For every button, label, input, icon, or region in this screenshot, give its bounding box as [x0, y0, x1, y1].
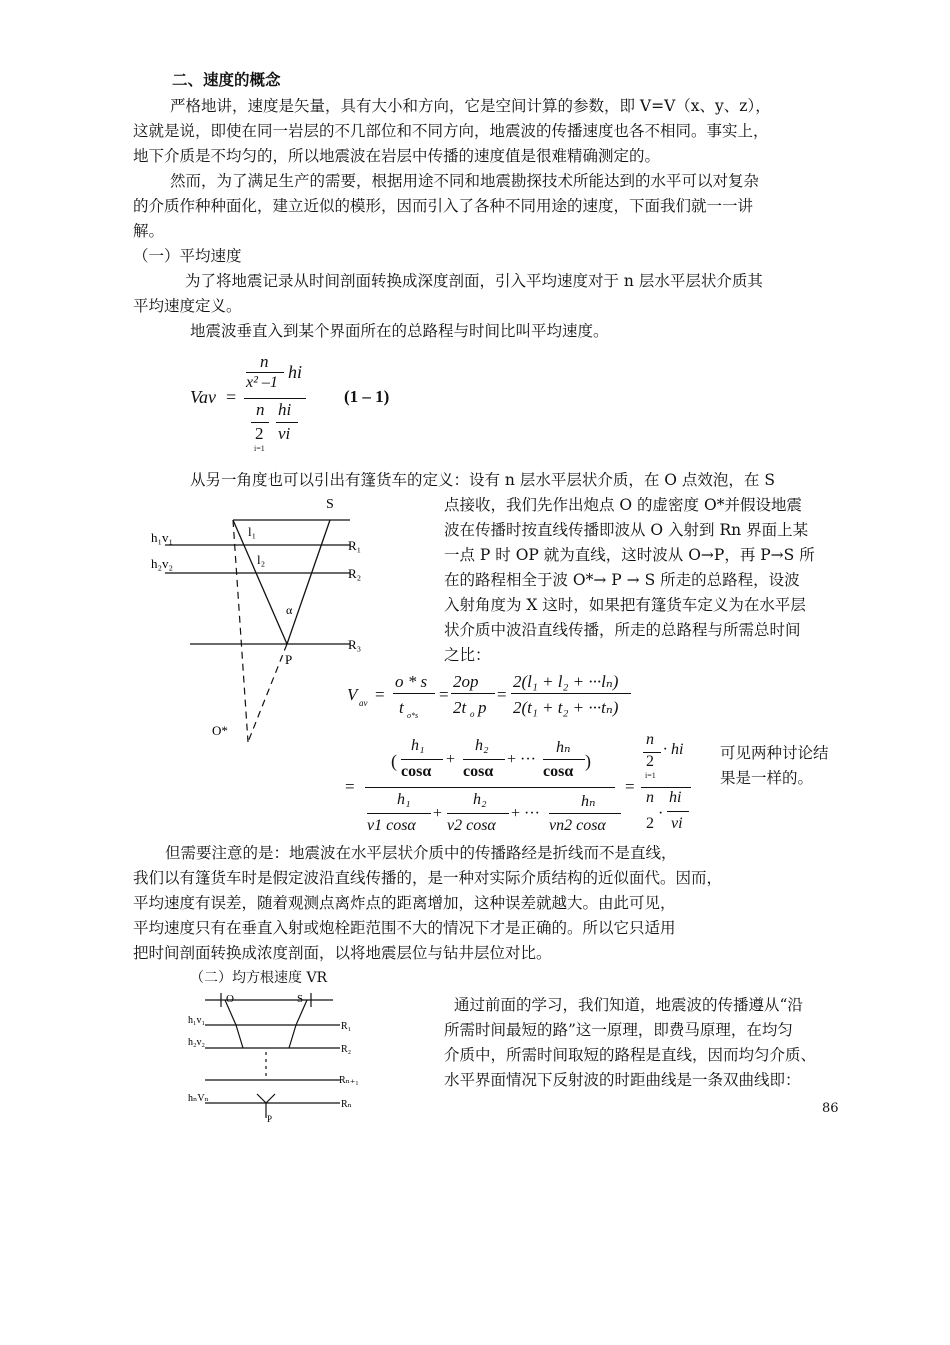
paragraph-line: 地下介质是不均匀的，所以地震波在岩层中传播的速度值是很难精确测定的。 — [133, 147, 661, 165]
formula-text: vn2 cosα — [549, 817, 606, 834]
label-hnvn: hₙVₙ — [188, 1093, 209, 1104]
formula-text: 2(l₁ + l₂ + ···lₙ) — [513, 672, 619, 691]
formula-text: i=1 — [645, 771, 656, 780]
formula-text: vi — [671, 815, 683, 832]
formula-text: n — [260, 352, 269, 371]
label-s: S — [326, 497, 334, 512]
subsection-heading: （二）均方根速度 VR — [190, 970, 328, 986]
label-l1: l₁ — [248, 524, 257, 539]
formula-text: 2(t₁ + t₂ + ···tₙ) — [513, 698, 619, 717]
ray-rn-right — [266, 1094, 275, 1103]
formula-text: = — [625, 777, 635, 796]
ray-up-2 — [289, 1025, 296, 1048]
formula-text: av — [359, 698, 368, 708]
formula-text: = — [345, 777, 355, 796]
formula-text: hi — [278, 400, 292, 419]
formula-text: v2 cosα — [447, 817, 496, 834]
formula-text: 2t — [453, 698, 467, 717]
paragraph-line: 这就是说，即使在同一岩层的不几部位和不同方向，地震波的传播速度也各不相同。事实上， — [133, 122, 769, 140]
formula-text: h₁ — [397, 791, 411, 808]
formula-text: n — [646, 731, 654, 748]
paragraph-line: 点接收，我们先作出炮点 O 的虚密度 O*并假设地震 — [444, 496, 802, 514]
formula-text: = — [375, 685, 385, 704]
label-h1v1: h₁v₁ — [151, 530, 174, 545]
formula-text: v1 cosα — [367, 817, 416, 834]
label-p: P — [267, 1114, 273, 1124]
formula-text: p — [478, 698, 487, 717]
formula-text: o * s — [395, 672, 428, 691]
formula-text: V — [347, 685, 358, 704]
virtual-ray-op — [248, 644, 287, 742]
ray-diagram-rms-velocity — [185, 990, 375, 1125]
paragraph-line: 之比： — [444, 646, 491, 664]
formula-text: + — [433, 805, 443, 822]
formula-text: cosα — [401, 763, 432, 780]
paragraph-line: 所需时间最短的路”这一原理，即费马原理，在均匀 — [444, 1021, 793, 1039]
formula-text: o — [470, 709, 475, 719]
formula-text: t — [399, 698, 404, 717]
paragraph-line: 把时间剖面转换成浓度剖面，以将地震层位与钻井层位对比。 — [133, 944, 552, 962]
formula-lhs: Vav — [190, 387, 216, 407]
formula-text: + — [446, 751, 456, 768]
paragraph-line: 然而，为了满足生产的需要，根据用途不同和地震勘探技术所能达到的水平可以对复杂 — [170, 172, 760, 190]
paragraph-line: 地震波垂直入到某个界面所在的总路程与时间比叫平均速度。 — [190, 322, 609, 340]
formula-text: h₂ — [475, 737, 489, 754]
formula-text: hₙ — [581, 793, 596, 810]
paragraph-line: 解。 — [133, 222, 165, 240]
formula-angle-expansion: = ( h₁ cosα + h₂ cosα + ··· hₙ cosα ) h₁ v1 cosα + h₂ v2 cosα + ··· hₙ vn2 cosα = n 2 i=1 · hi n 2 · hi vi — [345, 733, 700, 843]
label-p: P — [285, 652, 293, 667]
formula-text: h₁ — [411, 737, 425, 754]
label-h2v2: h₂v₂ — [188, 1037, 205, 1048]
formula-text: hₙ — [556, 739, 571, 756]
formula-text: ) — [585, 751, 591, 771]
page-number: 86 — [822, 1101, 839, 1116]
ray-ps — [287, 520, 330, 644]
paragraph-line: 一点 P 时 OP 就为直线，这时波从 O→P，再 P→S 所 — [444, 546, 815, 564]
paragraph-line: 介质中，所需时间取短的路程是直线，因而均匀介质、 — [444, 1046, 817, 1064]
formula-text: o*s — [407, 711, 419, 720]
formula-text: h₂ — [473, 791, 487, 808]
formula-text: 2 — [646, 815, 654, 832]
side-note-line: 果是一样的。 — [720, 769, 814, 787]
label-o: O — [226, 993, 234, 1005]
paragraph-line: 入射角度为 X 这时，如果把有篷货车定义为在水平层 — [444, 596, 806, 614]
paragraph-line: 但需要注意的是：地震波在水平层状介质中的传播路经是折线而不是直线， — [165, 844, 677, 862]
label-r3: R₃ — [348, 637, 362, 652]
formula-text: n — [646, 789, 654, 806]
virtual-ray-vertical — [233, 520, 248, 742]
formula-text: cosα — [543, 763, 574, 780]
paragraph-line: 为了将地震记录从时间剖面转换成深度剖面，引入平均速度对于 n 层水平层状介质其 — [185, 272, 763, 290]
paragraph-line: 水平界面情况下反射波的时距曲线是一条双曲线即： — [444, 1071, 801, 1089]
formula-text: · hi — [663, 741, 684, 758]
side-note-line: 可见两种讨论结 — [720, 744, 829, 762]
formula-text: 2 — [646, 753, 654, 770]
label-o-star: O* — [212, 723, 228, 738]
label-alpha: α — [286, 603, 293, 617]
paragraph-line: 状介质中波沿直线传播，所走的总路程与所需总时间 — [444, 621, 801, 639]
label-h1v1: h₁v₁ — [188, 1015, 205, 1026]
section-heading: 二、速度的概念 — [172, 70, 281, 89]
paragraph-line: 的介质作种种面化，建立近似的模形，因而引入了各种不同用途的速度，下面我们就一一讲 — [133, 197, 754, 215]
subsection-heading: （一）平均速度 — [133, 247, 242, 265]
formula-straight-ray — [345, 670, 645, 726]
paragraph-line: 平均速度只有在垂直入射或炮栓距范围不大的情况下才是正确的。所以它只适用 — [133, 919, 676, 937]
paragraph-line: 通过前面的学习，我们知道，地震波的传播遵从“沿 — [454, 996, 803, 1014]
formula-text: + ··· — [507, 751, 537, 768]
formula-text: cosα — [463, 763, 494, 780]
formula-text: hi — [669, 789, 682, 806]
formula-average-velocity: Vav = n x² –1 hi n hi 2 vi i=1 (1 – 1) — [190, 352, 390, 453]
formula-text: = — [439, 685, 449, 704]
formula-text: i=1 — [254, 444, 265, 453]
formula-text: ( — [391, 751, 397, 771]
ray-op — [233, 520, 287, 644]
formula-text: hi — [288, 362, 303, 382]
equation-number: (1 – 1) — [344, 387, 390, 406]
ray-down-2 — [236, 1025, 243, 1048]
paragraph-line: 严格地讲，速度是矢量，具有大小和方向，它是空间计算的参数，即 V=V（x、y、z）， — [170, 97, 771, 115]
formula-text: n — [256, 400, 265, 419]
label-r2: R₂ — [348, 566, 362, 581]
paragraph-line: 从另一角度也可以引出有篷货车的定义：设有 n 层水平层状介质，在 O 点效泡，在 S — [190, 471, 775, 489]
formula-text: + ··· — [511, 805, 541, 822]
label-r1: R₁ — [348, 538, 362, 553]
paragraph-line: 平均速度有误差，随着观测点离炸点的距离增加，这种误差就越大。由此可见， — [133, 894, 676, 912]
label-l2: l₂ — [257, 552, 266, 567]
ray-rn-left — [257, 1094, 266, 1103]
formula-text: vi — [278, 424, 291, 443]
formula-text: x² –1 — [246, 374, 278, 391]
label-r2: R₂ — [341, 1044, 352, 1055]
formula-text: 2op — [453, 672, 479, 691]
label-r1: R₁ — [341, 1021, 352, 1032]
label-h2v2: h₂v₂ — [151, 556, 174, 571]
paragraph-line: 波在传播时按直线传播即波从 O 入射到 Rn 界面上某 — [444, 521, 809, 539]
formula-text: = — [497, 685, 507, 704]
paragraph-line: 我们以有篷货车时是假定波沿直线传播的，是一种对实际介质结构的近似面代。因而， — [133, 869, 723, 887]
paragraph-line: 平均速度定义。 — [133, 297, 242, 315]
paragraph-line: 在的路程相全于波 O*→ P → S 所走的总路程，设波 — [444, 571, 800, 589]
label-s: S — [297, 993, 304, 1005]
label-rn: Rₙ — [341, 1099, 352, 1110]
label-rn1: Rₙ₊₁ — [339, 1075, 359, 1086]
formula-text: 2 — [255, 424, 264, 443]
